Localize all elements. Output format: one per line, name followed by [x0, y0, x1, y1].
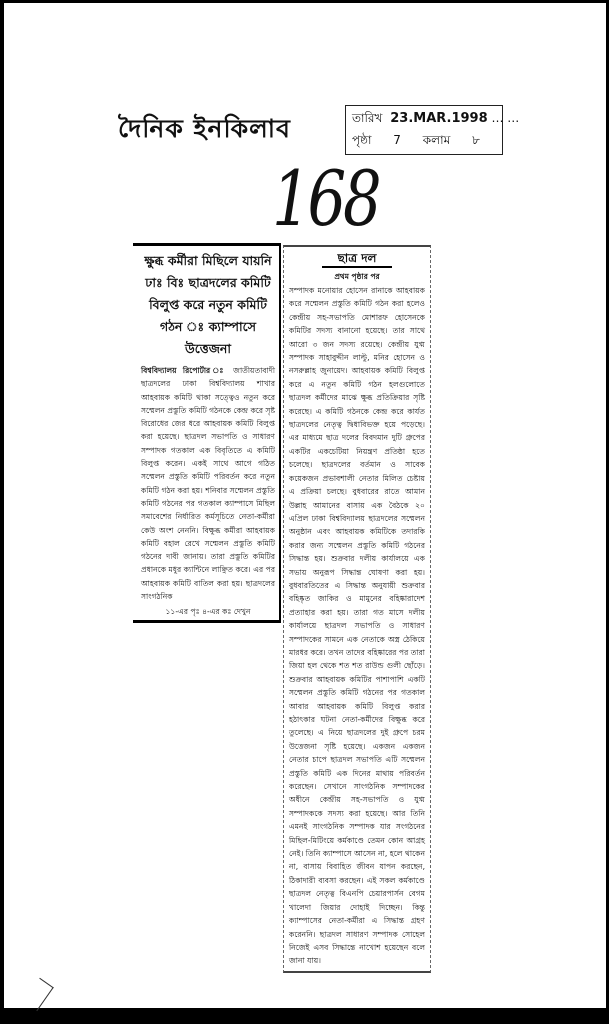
stamp-column-value: ৮ [472, 133, 480, 147]
article-body [141, 364, 275, 603]
continuation-note: ১১-এর পৃঃ ৪-এর কঃ দেখুন [165, 607, 251, 617]
stamp-date-row: তারিখ 23.MAR.1998 … … [352, 111, 520, 126]
stamp-column-label: কলাম [422, 133, 451, 147]
corner-scan-mark [23, 978, 54, 1012]
continuation-slug: ছাত্র দল [322, 250, 392, 268]
handwritten-number: 168 [272, 154, 379, 243]
archive-stamp [345, 105, 520, 155]
article-byline: বিশ্ববিদ্যালয় রিপোর্টার ঃ [141, 366, 228, 375]
continuation-column [283, 245, 431, 973]
article-headline [141, 250, 275, 360]
scan-border-bottom [0, 1008, 609, 1024]
article-column [133, 243, 281, 623]
stamp-page-row [352, 132, 498, 148]
stamp-page-value: 7 [393, 133, 401, 147]
scan-border-left [0, 0, 4, 1024]
continued-from-line: প্রথম পৃষ্ঠার পর [334, 272, 380, 281]
scan-border-top [0, 0, 609, 3]
headline-line: ঢাঃ বিঃ ছাত্রদলের কমিটি [145, 275, 271, 290]
headline-line: ক্ষুব্ধ কর্মীরা মিছিলে যায়নি [144, 253, 272, 268]
continuation-text: সম্পাদক মনোয়ার হোসেন রানাকে আহবায়ক করে সম্মেলন প্রস্তুতি কমিটি গঠন করা হলেও কেন্দ্রীয় সহ-সভাপতি মোশারফ হোসেনকে কমিটির সদস্য বানানো হয়েছে। তার সাথে আরো ৩ জন সদস্য রয়েছে। কেন্দ্রীয় যুগ্ম সম্পাদক সাহাবুদ্দীন লাল্টু, মনির হোসেন ও নসরুল্লাহ জুনায়েদ। আহবায়ক কমিটি বিলুপ্ত করে এ নতুন কমিটি গঠন হলগুলোতে ছাত্রদল কর্মীদের মাঝে ক্ষুব্ধ প্রতিক্রিয়ার সৃষ্টি করেছে। এ কমিটি গঠনকে কেন্দ্র করে কার্যত ছাত্রদলের নেতৃত্ব দ্বিধাবিভক্ত হয়ে পড়েছে। এর মাধ্যমে ছাত্র দলের বিবদমান দুটি গ্রুপের একটির একচেটিয়া নিয়ন্ত্রণ প্রতিষ্ঠা হতে চলেছে। ছাত্রদলের বর্তমান ও সাবেক কয়েকজন প্রভাবশালী নেতার মিলিত চেষ্টায় এ প্রক্রিয়া চলছে। বুধবারের রাতে আমান উল্লাহ আমানের বাসায় এক বৈঠকে ২০ এপ্রিল ঢাকা বিশ্ববিদ্যালয় ছাত্রদলের সম্মেলন অনুষ্ঠান এবং আহবায়ক কমিটিকে তদারকি করার জন্য সম্মেলন প্রস্তুতি কমিটি গঠনের সিদ্ধান্ত হয়। শুক্রবার দলীয় কার্যালয়ে এক সভায় অনুরূপ সিদ্ধান্ত ঘোষণা করা হয়। বুধবারতিতের এ সিদ্ধান্ত অনুযায়ী শুক্রবার বহিষ্কৃত জাকির ও মামুনের বহিষ্কারাদেশ প্রত্যাহার করা হয়। তারা গত মাসে দলীয় কার্যালয়ে ছাত্রদল সভাপতি ও সাধারণ সম্পাদকের সামনে এক নেতাকে অস্ত্র ঠেকিয়ে মারধর করে। তখন তাদের বহিষ্কারের পর তারা জিয়া হল থেকে শত শত রাউন্ড গুলী ছোঁড়ে। শুক্রবার আহবায়ক কমিটির পাশাপাশি একটি সম্মেলন প্রস্তুতি কমিটি গঠনের পর গতকাল আবার আহবায়ক কমিটি বিলুপ্ত করার হঠাৎকার ঘটনা নেতা-কর্মীদের বিক্ষুব্ধ করে তুলেছে। এ নিয়ে ছাত্রদলের দুই গ্রুপে চরম উত্তেজনা সৃষ্টি হয়েছে। একজন একজন নেতার চাপে ছাত্রদল সভাপতি এটি সম্মেলন প্রস্তুতি কমিটি এক দিনের মাথায় পরিবর্তন করেছেন। সেখানে সাংগঠনিক সম্পাদকের অধীনে কেন্দ্রীয় সহ-সভাপতি ও যুগ্ম সম্পাদককে সদস্য করা হয়েছে। আর তিনি এমনই সাংগঠনিক সম্পাদক যার সংগঠনের মিছিল-মিটিংয়ে কর্মকাণ্ডে তেমন কোন আগ্রহ নেই। তিনি ক্যাম্পাসে আসেন না, হলে থাকেন না, বাসায় বিবাহিত জীবন যাপন করছেন, ঠিকাদারী ব্যবসা করছেন। এই সকল কর্মকাণ্ডে ছাত্রদল নেতৃত্ব বিএনপি চেয়ারপার্সন বেগম খালেদা জিয়ার দোহাই দিচ্ছেন। কিন্তু ক্যাম্পাসের নেতা-কর্মীরা এ সিদ্ধান্ত গ্রহণ করেননি। ছাত্রদল সাধারণ সম্পাদক সোহেল নিজেই এসব সিদ্ধান্তে নাখোশ হয়েছেন বলে জানা যায়। [289, 286, 425, 966]
newspaper-name: দৈনিক ইনকিলাব [118, 114, 291, 143]
stamp-page-label: পৃষ্ঠা [352, 133, 372, 147]
headline-line: গঠন ঃ ক্যাম্পাসে উত্তেজনা [160, 319, 256, 356]
headline-line: বিলুপ্ত করে নতুন কমিটি [149, 297, 267, 312]
stamp-date-value: 23.MAR.1998 [390, 111, 488, 126]
article-text: জাতীয়তাবাদী ছাত্রদলের ঢাকা বিশ্ববিদ্যালয় শাখার আহবায়ক কমিটি থাকা সত্ত্বেও নতুন করে সম্মেলন প্রস্তুতি কমিটি গঠনকে কেন্দ্র করে সৃষ্ট বিরোধের জের ধরে আহবায়ক কমিটি বিলুপ্ত করা হয়েছে। ছাত্রদল সভাপতি ও সাধারণ সম্পাদক গতকাল এক বিবৃতিতে এ কমিটি বিলুপ্ত করেন। একই সাথে আগে গঠিত সম্মেলন প্রস্তুতি কমিটি পরিবর্তন করে নতুন কমিটি গঠন করা হয়। শনিবার সম্মেলন প্রস্তুতি কমিটি গঠনের পর গতকাল ক্যাম্পাসে মিছিল সমাবেশের নির্ধারিত কর্মসূচিতে নেতা-কর্মীরা কেউ অংশ নেননি। বিক্ষুব্ধ কর্মীরা আহবায়ক কমিটি বহাল রেখে সম্মেলন প্রস্তুতি কমিটি গঠনের দাবী জানায়। তারা প্রস্তুতি কমিটির প্রধানকে মধুর ক্যান্টিনে লাঞ্ছিত করে। এর পর আহবায়ক কমিটি বাতিল করা হয়। ছাত্রদলের সাংগঠনিক [141, 366, 275, 602]
stamp-date-label: তারিখ [352, 111, 383, 125]
